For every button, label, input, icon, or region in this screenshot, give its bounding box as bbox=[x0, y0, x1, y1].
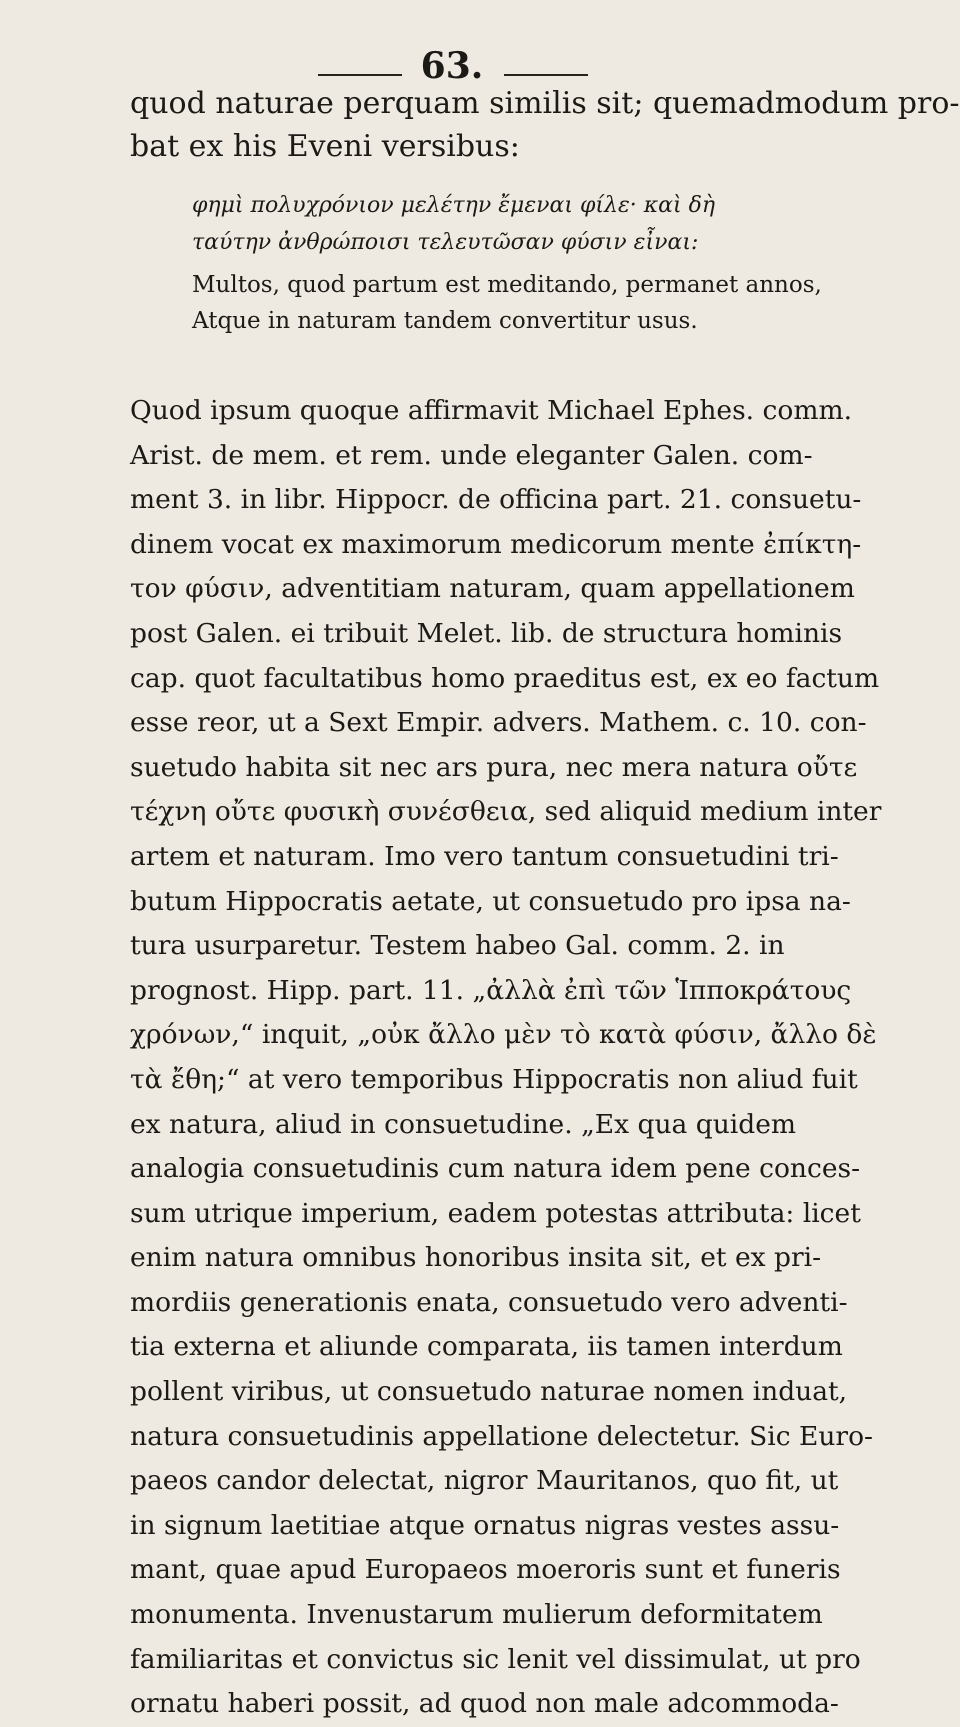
text-line: sum utrique imperium, eadem potestas attributa: licet bbox=[130, 1197, 861, 1229]
verse-quotation bbox=[192, 187, 822, 339]
greek-verse-line: ταύτην ἀνθρώποισι τελευτῶσαν φύσιν εἶναι: bbox=[192, 230, 699, 255]
text-line: τέχνη οὔτε φυσικὴ συνέσθεια, sed aliquid medium inter bbox=[130, 796, 882, 828]
text-line: esse reor, ut a Sext Empir. advers. Mathem. c. 10. con- bbox=[130, 707, 867, 739]
text-line: artem et naturam. Imo vero tantum consuetudini tri- bbox=[130, 840, 839, 872]
latin-verse-line: Multos, quod partum est meditando, permanet annos, bbox=[192, 272, 822, 298]
text-line: prognost. Hipp. part. 11. „ἀλλὰ ἐπὶ τῶν Ἱπποκράτους bbox=[130, 974, 852, 1006]
text-line: in signum laetitiae atque ornatus nigras vestes assu- bbox=[130, 1509, 840, 1541]
text-line: analogia consuetudinis cum natura idem pene conces- bbox=[130, 1153, 861, 1185]
page-number: 63. bbox=[420, 45, 484, 87]
header-rule-right bbox=[504, 74, 588, 76]
text-line: ment 3. in libr. Hippocr. de officina part. 21. consuetu- bbox=[130, 484, 862, 516]
text-line: Quod ipsum quoque affirmavit Michael Ephes. comm. bbox=[130, 395, 853, 426]
text-line: Arist. de mem. et rem. unde eleganter Galen. com- bbox=[130, 439, 813, 471]
text-line: monumenta. Invenustarum mulierum deformitatem bbox=[130, 1599, 823, 1631]
text-line: quod naturae perquam similis sit; quemadmodum pro- bbox=[130, 86, 960, 121]
text-line: ornatu haberi possit, ad quod non male adcommoda- bbox=[130, 1688, 839, 1720]
text-line: suetudo habita sit nec ars pura, nec mera natura οὔτε bbox=[130, 751, 858, 783]
text-line: familiaritas et convictus sic lenit vel dissimulat, ut pro bbox=[130, 1643, 861, 1675]
text-line: enim natura omnibus honoribus insita sit, et ex pri- bbox=[130, 1242, 822, 1274]
text-line: butum Hippocratis aetate, ut consuetudo pro ipsa na- bbox=[130, 885, 851, 917]
text-line: dinem vocat ex maximorum medicorum mente ἐπίκτη- bbox=[130, 528, 862, 560]
page-header bbox=[0, 22, 800, 87]
greek-verse-line: φημὶ πολυχρόνιον μελέτην ἔμεναι φίλε· καὶ δὴ bbox=[192, 193, 716, 218]
text-line: natura consuetudinis appellatione delectetur. Sic Euro- bbox=[130, 1420, 873, 1452]
text-line: bat ex his Eveni versibus: bbox=[130, 129, 520, 164]
text-line: τον φύσιν, adventitiam naturam, quam appellationem bbox=[130, 573, 855, 605]
text-line: post Galen. ei tribuit Melet. lib. de structura hominis bbox=[130, 617, 843, 649]
text-line: ex natura, aliud in consuetudine. „Ex qua quidem bbox=[130, 1108, 797, 1140]
latin-verse-line: Atque in naturam tandem convertitur usus. bbox=[192, 308, 698, 334]
text-line: mant, quae apud Europaeos moeroris sunt et funeris bbox=[130, 1554, 841, 1586]
text-line: tura usurparetur. Testem habeo Gal. comm. 2. in bbox=[130, 930, 785, 962]
text-line: pollent viribus, ut consuetudo naturae nomen induat, bbox=[130, 1376, 848, 1408]
text-line: cap. quot facultatibus homo praeditus est, ex eo factum bbox=[130, 662, 880, 694]
header-rule-left bbox=[318, 74, 402, 76]
text-line: paeos candor delectat, nigror Mauritanos, quo fit, ut bbox=[130, 1465, 839, 1497]
main-paragraph bbox=[130, 389, 882, 1727]
text-line: tia externa et aliunde comparata, iis tamen interdum bbox=[130, 1331, 843, 1363]
text-line: mordiis generationis enata, consuetudo vero adventi- bbox=[130, 1286, 848, 1318]
text-line: χρόνων,“ inquit, „οὐκ ἄλλο μὲν τὸ κατὰ φύσιν, ἄλλο δὲ bbox=[130, 1019, 877, 1051]
text-line: τὰ ἔθη;“ at vero temporibus Hippocratis non aliud fuit bbox=[130, 1063, 858, 1095]
intro-paragraph bbox=[130, 82, 960, 168]
